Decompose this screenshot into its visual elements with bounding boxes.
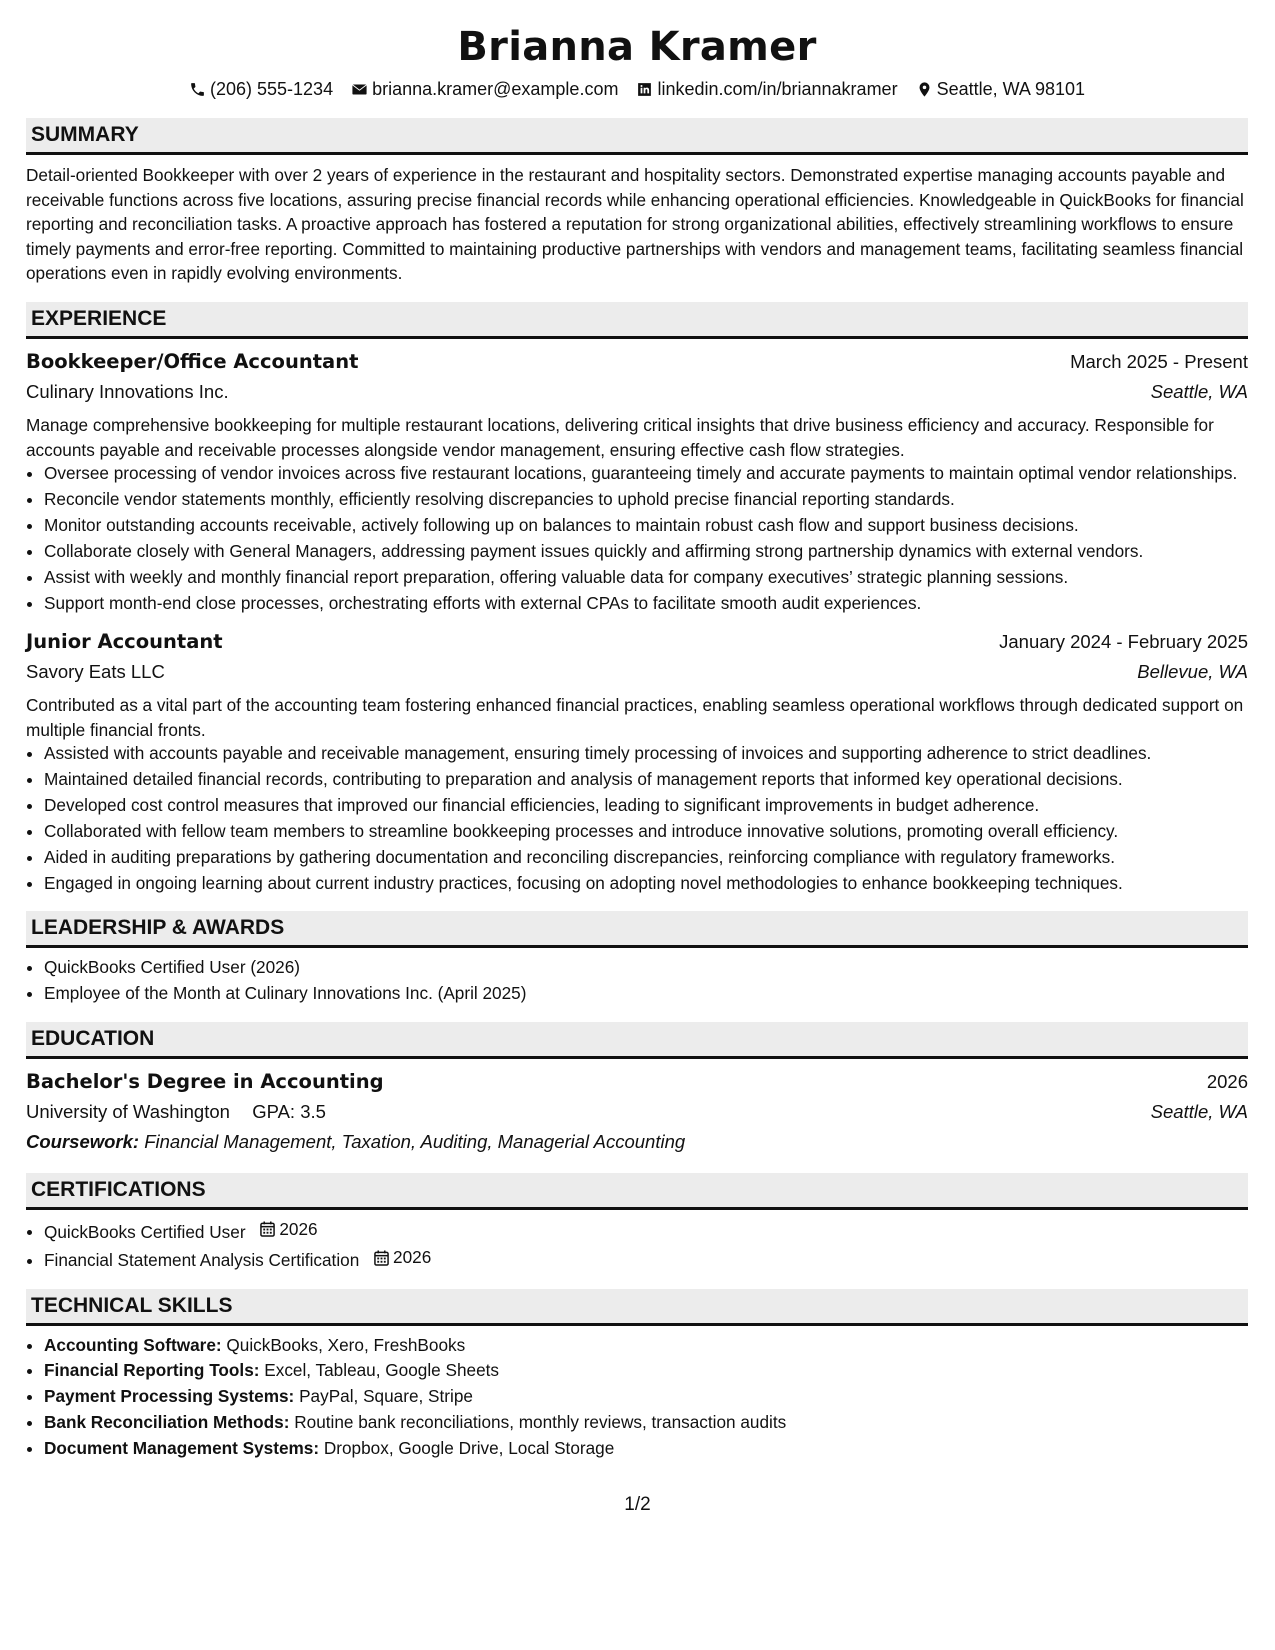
job-title-row <box>26 347 1248 377</box>
job-title: Bookkeeper/Office Accountant <box>26 349 359 373</box>
education-degree-row <box>26 1067 1248 1097</box>
list-item: • Employee of the Month at Culinary Innovations Inc. (April 2025) <box>44 982 1248 1006</box>
certifications-list <box>26 1218 1248 1273</box>
skill-value: Excel, Tableau, Google Sheets <box>264 1360 499 1381</box>
list-item: • QuickBooks Certified User (2026) <box>44 956 1248 980</box>
education-coursework <box>26 1127 1248 1157</box>
job-bullets <box>26 742 1248 895</box>
envelope-icon <box>351 81 368 98</box>
list-item: • Assist with weekly and monthly financial report preparation, offering valuable data for company executives’ strategic planning sessions. <box>44 566 1248 590</box>
job-location: Seattle, WA <box>1150 380 1248 402</box>
list-item: • Assisted with accounts payable and receivable management, ensuring timely processing of invoices and supporting adherence to strict deadlines. <box>44 742 1248 766</box>
skill-value: Routine bank reconciliations, monthly reviews, transaction audits <box>294 1412 787 1433</box>
skill-value: QuickBooks, Xero, FreshBooks <box>226 1334 466 1355</box>
contact-location-text: Seattle, WA 98101 <box>936 79 1085 99</box>
page-indicator: 1/2 <box>624 1494 651 1515</box>
job-company-row <box>26 377 1248 407</box>
skill-label: Financial Reporting Tools: <box>44 1360 260 1381</box>
skill-value: PayPal, Square, Stripe <box>299 1386 473 1407</box>
certification-date <box>374 1246 431 1270</box>
candidate-name: Brianna Kramer <box>457 24 817 70</box>
list-item: • Developed cost control measures that improved our financial efficiencies, leading to significant improvements in budget adherence. <box>44 794 1248 818</box>
contact-email[interactable] <box>351 76 618 102</box>
education-school-row <box>26 1097 1248 1127</box>
resume-content <box>26 20 1248 1463</box>
list-item: • Monitor outstanding accounts receivable, actively following up on balances to maintain robust cash flow and support business decisions. <box>44 514 1248 538</box>
certification-name: QuickBooks Certified User <box>44 1221 246 1242</box>
job-description: Contributed as a vital part of the accounting team fostering enhanced financial practices, enabling seamless operational workflows through dedicated support on multiple financial fronts. <box>26 695 1244 740</box>
job-company-row <box>26 657 1248 687</box>
section-header-certifications: CERTIFICATIONS <box>26 1173 1248 1210</box>
contact-phone <box>189 76 333 102</box>
certification-year: 2026 <box>393 1247 432 1268</box>
section-header-leadership: LEADERSHIP & AWARDS <box>26 911 1248 948</box>
list-item <box>44 1437 1248 1461</box>
list-item <box>44 1411 1248 1435</box>
coursework-value: Financial Management, Taxation, Auditing, Managerial Accounting <box>144 1130 686 1152</box>
education-year: 2026 <box>1206 1070 1248 1092</box>
job-location: Bellevue, WA <box>1137 661 1248 683</box>
list-item <box>44 1246 1248 1272</box>
map-pin-icon <box>916 81 933 98</box>
job-company: Savory Eats LLC <box>26 661 165 683</box>
job-dates: January 2024 - February 2025 <box>999 631 1248 653</box>
skills-list <box>26 1334 1248 1461</box>
job-entry <box>26 627 1248 895</box>
section-header-summary: SUMMARY <box>26 118 1248 155</box>
calendar-icon <box>374 1250 389 1266</box>
list-item <box>44 1334 1248 1358</box>
job-bullets <box>26 462 1248 615</box>
list-item: • Reconcile vendor statements monthly, efficiently resolving discrepancies to uphold precise financial reporting standards. <box>44 488 1248 512</box>
leadership-list <box>26 956 1248 1005</box>
section-header-education: EDUCATION <box>26 1022 1248 1059</box>
certification-year: 2026 <box>279 1218 318 1239</box>
education-school-wrap <box>26 1097 326 1127</box>
calendar-icon <box>260 1221 275 1237</box>
job-title-row <box>26 627 1248 657</box>
education-gpa: GPA: 3.5 <box>252 1100 326 1122</box>
job-title: Junior Accountant <box>26 630 223 654</box>
education-location: Seattle, WA <box>1150 1100 1248 1122</box>
job-dates: March 2025 - Present <box>1070 350 1248 372</box>
list-item: • Collaborate closely with General Managers, addressing payment issues quickly and affirming strong partnership dynamics with external vendors. <box>44 540 1248 564</box>
linkedin-icon <box>636 81 653 98</box>
contact-bar <box>26 76 1248 102</box>
contact-linkedin[interactable] <box>636 76 897 102</box>
job-entry <box>26 347 1248 615</box>
list-item <box>44 1359 1248 1383</box>
skill-label: Payment Processing Systems: <box>44 1386 295 1407</box>
list-item: • Aided in auditing preparations by gathering documentation and reconciling discrepancies, reinforcing compliance with regulatory frameworks. <box>44 846 1248 870</box>
education-degree: Bachelor's Degree in Accounting <box>26 1069 384 1093</box>
list-item: • Engaged in ongoing learning about current industry practices, focusing on adopting novel methodologies to enhance bookkeeping techniques. <box>44 872 1248 896</box>
job-description: Manage comprehensive bookkeeping for multiple restaurant locations, delivering critical insights that drive business efficiency and accuracy. Responsible for accounts payable and receivable processes alongside vendor management, ensuring effective cash flow strategies. <box>26 414 1214 460</box>
contact-phone-text: (206) 555-1234 <box>209 79 334 99</box>
list-item <box>44 1218 1248 1244</box>
section-header-experience: EXPERIENCE <box>26 302 1248 339</box>
contact-email-text[interactable]: brianna.kramer@example.com <box>372 79 619 99</box>
skill-label: Bank Reconciliation Methods: <box>44 1412 290 1433</box>
certification-name: Financial Statement Analysis Certification <box>44 1250 360 1271</box>
skill-label: Accounting Software: <box>44 1334 222 1355</box>
summary-text: Detail-oriented Bookkeeper with over 2 years of experience in the restaurant and hospitality sectors. Demonstrated expertise managing accounts payable and receivable functions across five locations, assuring precise financial records while enhancing operational efficiencies. Knowledgeable in QuickBooks for financial reporting and reconciliation tasks. A proactive approach has fostered a reputation for strong organizational abilities, effectively streamlining workflows to ensure timely payments and error-free reporting. Committed to maintaining productive partnerships with vendors and management teams, facilitating seamless financial operations even in rapidly evolving environments. <box>26 165 1244 284</box>
section-header-skills: TECHNICAL SKILLS <box>26 1289 1248 1326</box>
contact-linkedin-text[interactable]: linkedin.com/in/briannakramer <box>657 79 898 99</box>
list-item: • Collaborated with fellow team members to streamline bookkeeping processes and introduce innovative solutions, promoting overall efficiency. <box>44 820 1248 844</box>
education-school: University of Washington <box>26 1100 230 1122</box>
list-item <box>44 1385 1248 1409</box>
contact-location <box>916 76 1085 102</box>
skill-value: Dropbox, Google Drive, Local Storage <box>323 1438 615 1459</box>
list-item: • Support month-end close processes, orchestrating efforts with external CPAs to facilitate smooth audit experiences. <box>44 592 1248 616</box>
list-item: • Maintained detailed financial records, contributing to preparation and analysis of management reports that informed key operational decisions. <box>44 768 1248 792</box>
skill-label: Document Management Systems: <box>44 1438 320 1459</box>
job-company: Culinary Innovations Inc. <box>26 380 229 402</box>
certification-date <box>260 1218 317 1242</box>
list-item: • Oversee processing of vendor invoices across five restaurant locations, guaranteeing timely and accurate payments to maintain optimal vendor relationships. <box>44 462 1248 486</box>
phone-icon <box>189 81 206 98</box>
coursework-label: Coursework: <box>26 1130 140 1152</box>
